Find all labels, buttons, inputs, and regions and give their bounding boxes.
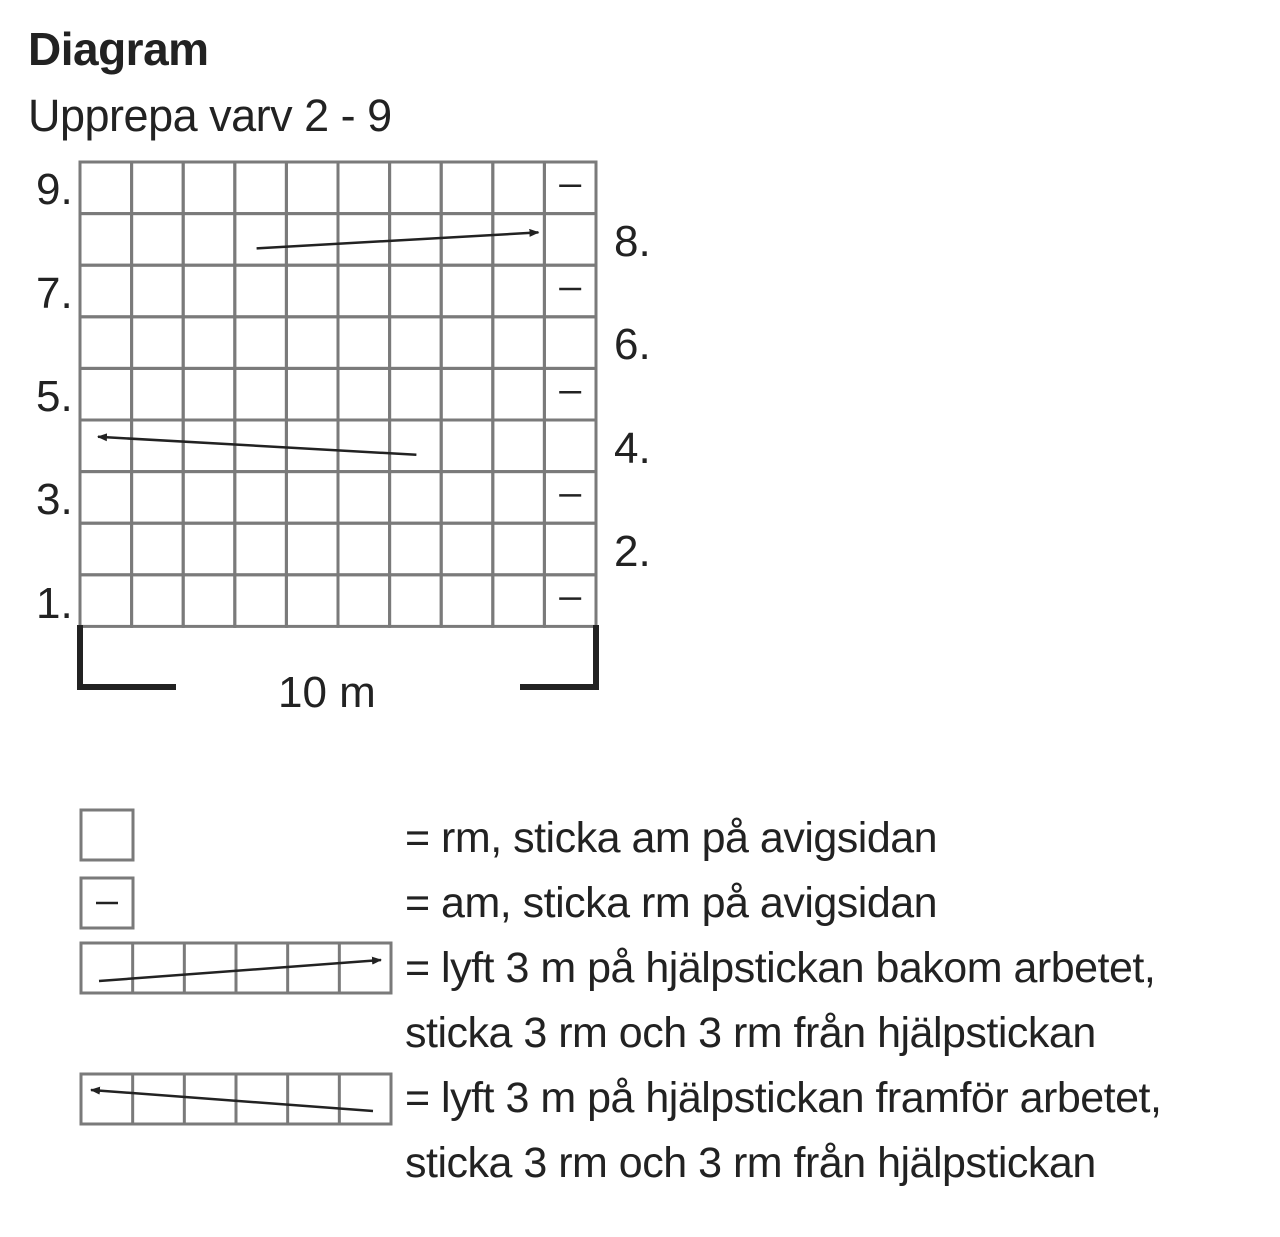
chart-cell-r9-c8: [441, 162, 493, 214]
chart-cell-r5-c4: [235, 368, 287, 420]
chart-cell-r4-c5: [286, 420, 338, 472]
chart-cell-r3-c5: [286, 472, 338, 524]
cable-arrow-row-4: [98, 437, 416, 455]
chart-cell-r2-c3: [183, 523, 235, 575]
chart-cell-r6-c2: [132, 317, 184, 369]
chart-cell-r2-c4: [235, 523, 287, 575]
chart-cell-r2-c9: [493, 523, 545, 575]
chart-cell-r9-c1: [80, 162, 132, 214]
chart-cell-r3-c8: [441, 472, 493, 524]
chart-cell-r3-c6: [338, 472, 390, 524]
chart-cell-r6-c6: [338, 317, 390, 369]
row-label-2: 2.: [614, 527, 651, 576]
chart-cell-r1-c6: [338, 575, 390, 627]
chart-cell-r2-c1: [80, 523, 132, 575]
chart-cell-r3-c2: [132, 472, 184, 524]
chart-cell-r5-c9: [493, 368, 545, 420]
chart-cell-r1-c9: [493, 575, 545, 627]
chart-cell-r9-c5: [286, 162, 338, 214]
width-bracket-right: [520, 625, 596, 687]
chart-cell-r4-c7: [390, 420, 442, 472]
width-bracket-left: [80, 625, 176, 687]
chart-cell-r2-c2: [132, 523, 184, 575]
chart-cell-r5-c3: [183, 368, 235, 420]
chart-cell-r8-c2: [132, 214, 184, 266]
chart-cell-r9-c9: [493, 162, 545, 214]
chart-cell-r8-c5: [286, 214, 338, 266]
chart-cell-r1-c8: [441, 575, 493, 627]
chart-cell-r4-c10: [544, 420, 596, 472]
chart-symbols: [559, 186, 581, 599]
legend-purl-text: = am, sticka rm på avigsidan: [405, 879, 938, 927]
stitch-count-label: 10 m: [278, 668, 376, 717]
chart-cell-r8-c10: [544, 214, 596, 266]
chart-cell-r7-c4: [235, 265, 287, 317]
cable-arrow-row-8: [257, 232, 539, 248]
chart-cell-r8-c4: [235, 214, 287, 266]
chart-cell-r1-c5: [286, 575, 338, 627]
chart-cell-r4-c9: [493, 420, 545, 472]
chart-cell-r2-c6: [338, 523, 390, 575]
chart-cell-r4-c8: [441, 420, 493, 472]
chart-cell-r7-c2: [132, 265, 184, 317]
legend-cable-right-text-2: sticka 3 rm och 3 rm från hjälpstickan: [405, 1009, 1096, 1057]
chart-cell-r5-c1: [80, 368, 132, 420]
chart-cell-r2-c8: [441, 523, 493, 575]
chart-cell-r7-c5: [286, 265, 338, 317]
chart-cell-r6-c9: [493, 317, 545, 369]
chart-cell-r7-c6: [338, 265, 390, 317]
legend-cable-left-text-1: = lyft 3 m på hjälpstickan framför arbetet,: [405, 1074, 1162, 1122]
chart-cell-r1-c2: [132, 575, 184, 627]
chart-cell-r7-c8: [441, 265, 493, 317]
chart-cell-r6-c5: [286, 317, 338, 369]
chart-cell-r1-c4: [235, 575, 287, 627]
chart-cell-r1-c1: [80, 575, 132, 627]
chart-cell-r3-c7: [390, 472, 442, 524]
chart-cell-r6-c1: [80, 317, 132, 369]
chart-cell-r2-c7: [390, 523, 442, 575]
chart-cell-r4-c1: [80, 420, 132, 472]
chart-cell-r5-c2: [132, 368, 184, 420]
chart-cell-r8-c1: [80, 214, 132, 266]
legend-symbols: [81, 810, 391, 1124]
chart-cell-r4-c3: [183, 420, 235, 472]
chart-cell-r6-c10: [544, 317, 596, 369]
legend-knit-text: = rm, sticka am på avigsidan: [405, 814, 938, 862]
chart-cell-r5-c8: [441, 368, 493, 420]
row-label-5: 5.: [36, 372, 73, 421]
chart-cell-r6-c7: [390, 317, 442, 369]
chart-cell-r7-c1: [80, 265, 132, 317]
legend-cable-left-text-2: sticka 3 rm och 3 rm från hjälpstickan: [405, 1139, 1096, 1187]
chart-cell-r6-c4: [235, 317, 287, 369]
chart-cell-r7-c7: [390, 265, 442, 317]
chart-cell-r9-c6: [338, 162, 390, 214]
diagram-title: Diagram: [28, 23, 209, 75]
chart-cell-r7-c3: [183, 265, 235, 317]
chart-cell-r6-c3: [183, 317, 235, 369]
chart-cell-r5-c5: [286, 368, 338, 420]
row-label-6: 6.: [614, 320, 651, 369]
chart-cell-r1-c7: [390, 575, 442, 627]
chart-grid: [80, 162, 596, 626]
chart-cell-r9-c2: [132, 162, 184, 214]
row-label-3: 3.: [36, 475, 73, 524]
chart-cell-r7-c9: [493, 265, 545, 317]
chart-cell-r3-c9: [493, 472, 545, 524]
chart-cell-r5-c10: [544, 368, 596, 420]
chart-cell-r2-c5: [286, 523, 338, 575]
row-label-4: 4.: [614, 424, 651, 473]
chart-cell-r5-c6: [338, 368, 390, 420]
row-label-7: 7.: [36, 269, 73, 318]
row-label-1: 1.: [36, 579, 73, 628]
chart-cell-r4-c2: [132, 420, 184, 472]
chart-cell-r9-c7: [390, 162, 442, 214]
chart-cell-r3-c10: [544, 472, 596, 524]
chart-cell-r1-c3: [183, 575, 235, 627]
row-label-8: 8.: [614, 217, 651, 266]
chart-cell-r2-c10: [544, 523, 596, 575]
chart-cell-r8-c3: [183, 214, 235, 266]
chart-cell-r8-c6: [338, 214, 390, 266]
chart-cell-r1-c10: [544, 575, 596, 627]
chart-cell-r8-c9: [493, 214, 545, 266]
chart-cell-r7-c10: [544, 265, 596, 317]
chart-cell-r6-c8: [441, 317, 493, 369]
diagram-subtitle: Upprepa varv 2 - 9: [28, 90, 392, 141]
chart-cell-r9-c4: [235, 162, 287, 214]
row-label-9: 9.: [36, 165, 73, 214]
chart-cell-r3-c3: [183, 472, 235, 524]
legend-knit-symbol: [81, 810, 133, 860]
legend-cable-right-text-1: = lyft 3 m på hjälpstickan bakom arbetet,: [405, 944, 1156, 992]
chart-cell-r9-c10: [544, 162, 596, 214]
chart-cell-r9-c3: [183, 162, 235, 214]
chart-cell-r3-c4: [235, 472, 287, 524]
chart-cell-r8-c8: [441, 214, 493, 266]
chart-cell-r4-c6: [338, 420, 390, 472]
chart-cell-r3-c1: [80, 472, 132, 524]
chart-cell-r5-c7: [390, 368, 442, 420]
